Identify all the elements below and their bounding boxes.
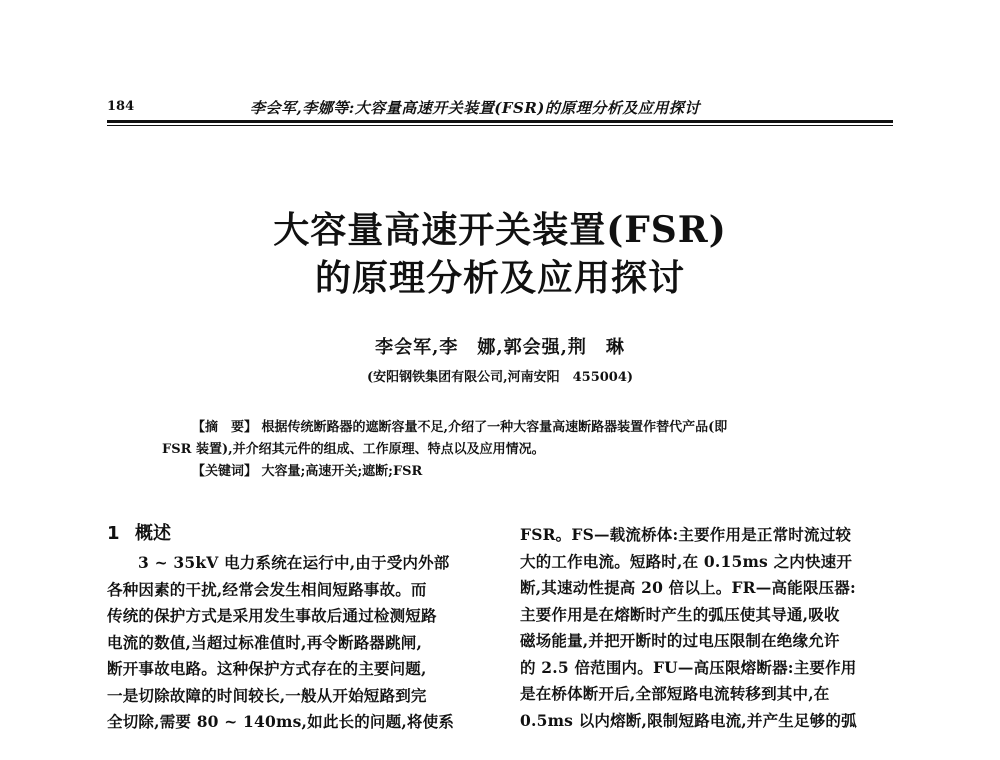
header-rule-thin xyxy=(107,125,893,126)
body-line: 传统的保护方式是采用发生事故后通过检测短路 xyxy=(107,606,437,625)
abstract-line-1 xyxy=(162,417,842,439)
abstract-text-2: FSR 装置),并介绍其元件的组成、工作原理、特点以及应用情况。 xyxy=(162,442,545,457)
abstract-block xyxy=(162,417,842,483)
body-line: 是在桥体断开后,全部短路电流转移到其中,在 xyxy=(520,684,830,703)
header-rule-thick xyxy=(107,120,893,123)
keywords-text: 大容量;高速开关;遮断;FSR xyxy=(261,464,423,479)
body-line: 3 ~ 35kV 电力系统在运行中,由于受内外部 xyxy=(138,553,450,572)
author-list: 李会军,李 娜,郭会强,荆 琳 xyxy=(375,337,625,358)
body-line: 主要作用是在熔断时产生的弧压使其导通,吸收 xyxy=(520,604,840,624)
section-number: 1 xyxy=(107,523,120,544)
article-title-line-1: 大容量高速开关装置(FSR) xyxy=(273,209,727,251)
body-line: 磁场能量,并把开断时的过电压限制在绝缘允许 xyxy=(520,631,840,650)
left-column xyxy=(107,522,495,736)
body-line: 电流的数值,当超过标准值时,再令断路器跳闸, xyxy=(107,632,423,652)
section-title: 概述 xyxy=(135,523,171,544)
page-number: 184 xyxy=(107,99,135,114)
body-line: 0.5ms 以内熔断,限制短路电流,并产生足够的弧 xyxy=(520,710,857,730)
body-line: 断开事故电路。这种保护方式存在的主要问题, xyxy=(107,659,427,678)
affiliation: (安阳钢铁集团有限公司,河南安阳 455004) xyxy=(366,370,634,385)
running-header: 李会军,李娜等:大容量高速开关装置(FSR)的原理分析及应用探讨 xyxy=(250,99,700,117)
body-line: 大的工作电流。短路时,在 0.15ms 之内快速开 xyxy=(520,551,853,571)
body-line: 断,其速动性提高 20 倍以上。FR—高能限压器: xyxy=(520,578,856,597)
article-title-line-2: 的原理分析及应用探讨 xyxy=(314,257,685,299)
body-line: 一是切除故障的时间较长,一般从开始短路到完 xyxy=(107,685,427,705)
body-line: 的 2.5 倍范围内。FU—高压限熔断器:主要作用 xyxy=(520,657,857,677)
section-heading xyxy=(107,522,495,546)
abstract-label: 【摘 要】 xyxy=(192,420,258,435)
body-line: 各种因素的干扰,经常会发生相间短路事故。而 xyxy=(107,579,427,599)
body-line: 全切除,需要 80 ~ 140ms,如此长的问题,将使系 xyxy=(107,712,455,731)
body-line: FSR。FS—载流桥体:主要作用是正常时流过较 xyxy=(520,525,852,544)
abstract-line-2 xyxy=(162,439,842,461)
right-column xyxy=(520,522,910,734)
abstract-text-1: 根据传统断路器的遮断容量不足,介绍了一种大容量高速断路器装置作替代产品(即 xyxy=(261,420,728,435)
keywords-label: 【关键词】 xyxy=(192,464,258,479)
keywords-line xyxy=(162,461,842,483)
